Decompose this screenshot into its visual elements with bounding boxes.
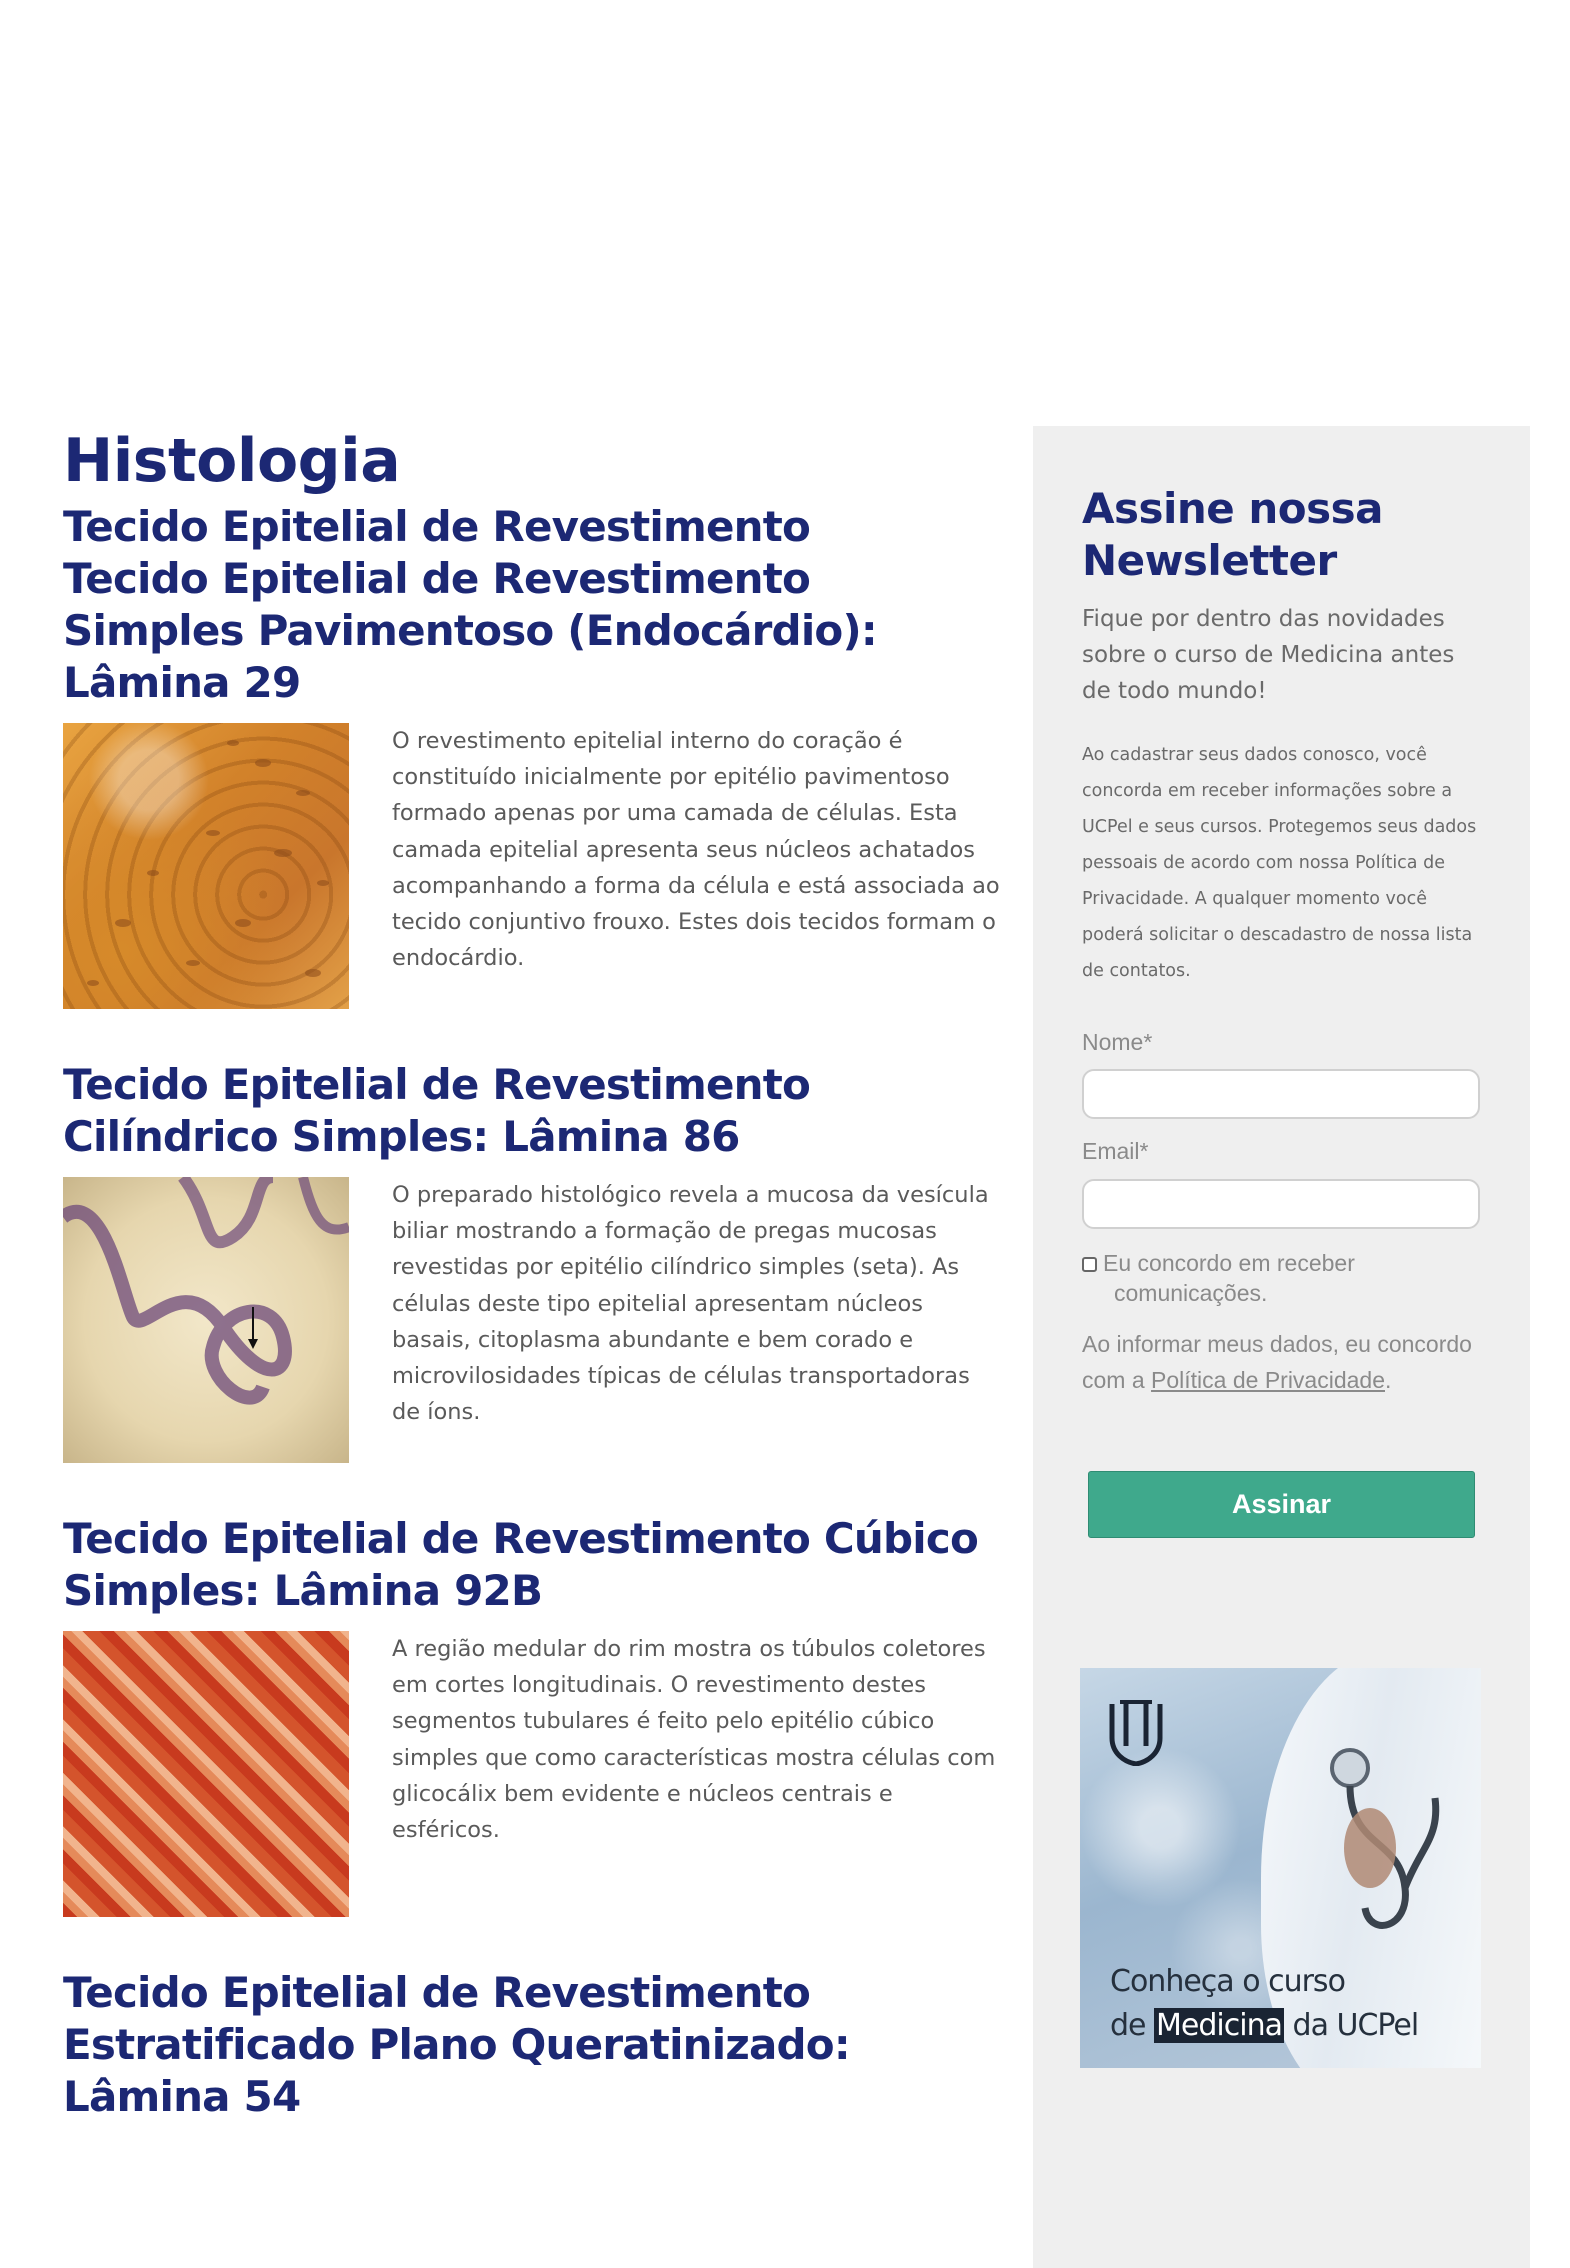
newsletter-title: Assine nossa Newsletter [1082, 484, 1384, 585]
banner-line1: Conheça o curso [1110, 1964, 1345, 1999]
consent-label-cont[interactable]: comunicações. [1114, 1280, 1268, 1306]
stethoscope-icon [1310, 1728, 1450, 1948]
privacy-notice [1082, 1326, 1482, 1398]
email-field[interactable] [1082, 1179, 1480, 1229]
medicine-course-banner[interactable] [1080, 1668, 1481, 2068]
newsletter-legal-text: Ao cadastrar seus dados conosco, você concorda em receber informações sobre a UCPel e seus cursos. Protegemos seus dados pessoais de acordo com nossa Política de Privacidade. A qualquer momento você poderá solicitar o descadastro de nossa lista de contatos. [1082, 745, 1477, 981]
privacy-policy-link[interactable]: Política de Privacidade [1151, 1367, 1385, 1393]
tissue-texture [63, 1177, 349, 1463]
slide-29-image[interactable] [63, 723, 349, 1009]
article-text: O preparado histológico revela a mucosa da vesícula biliar mostrando a formação de pregas mucosas revestidas por epitélio cilíndrico simples (seta). As células deste tipo epitelial apresentam núcleos basais, citoplasma abundante e bem corado e microvilosidades típicas de células transportadoras de íons. [392, 1182, 989, 1426]
page-title: Histologia [63, 426, 401, 496]
subscribe-button[interactable]: Assinar [1088, 1471, 1475, 1538]
newsletter-sidebar [1033, 426, 1530, 2268]
slide-86-image[interactable] [63, 1177, 349, 1463]
section-title: Tecido Epitelial de Revestimento [63, 502, 811, 551]
article [63, 553, 1003, 1009]
article [63, 1967, 1003, 2123]
consent-label[interactable]: Eu concordo em receber [1103, 1250, 1355, 1276]
article-title[interactable]: Tecido Epitelial de Revestimento Cúbico Simples: Lâmina 92B [63, 1514, 979, 1615]
main-content [63, 425, 1003, 2123]
article-text: A região medular do rim mostra os túbulos coletores em cortes longitudinais. O revestimento destes segmentos tubulares é feito pelo epitélio cúbico simples que como características mostra células com glicocálix bem evidente e núcleos centrais e esféricos. [392, 1636, 996, 1844]
ucpel-logo-icon [1106, 1698, 1166, 1766]
name-label: Nome* [1082, 1029, 1153, 1055]
banner-text [1110, 1960, 1470, 2048]
name-field[interactable] [1082, 1069, 1480, 1119]
tissue-texture [63, 723, 349, 1009]
consent-checkbox[interactable] [1082, 1257, 1097, 1272]
consent-row [1082, 1248, 1482, 1308]
privacy-suffix: . [1385, 1367, 1392, 1393]
slide-92b-image[interactable] [63, 1631, 349, 1917]
article [63, 1513, 1003, 1917]
article-title[interactable]: Tecido Epitelial de Revestimento Cilíndrico Simples: Lâmina 86 [63, 1060, 811, 1161]
article-title[interactable]: Tecido Epitelial de Revestimento Simples Pavimentoso (Endocárdio): Lâmina 29 [63, 554, 877, 707]
article-title[interactable]: Tecido Epitelial de Revestimento Estratificado Plano Queratinizado: Lâmina 54 [63, 1968, 850, 2121]
banner-line2-suffix: da UCPel [1284, 2008, 1419, 2043]
banner-highlight: Medicina [1156, 2008, 1282, 2043]
article-text: O revestimento epitelial interno do coração é constituído inicialmente por epitélio pavimentoso formado apenas por uma camada de células. Esta camada epitelial apresenta seus núcleos achatados acompanhando a forma da célula e está associada ao tecido conjuntivo frouxo. Estes dois tecidos formam o endocárdio. [392, 728, 1000, 972]
banner-line2 [1110, 2004, 1470, 2048]
email-label: Email* [1082, 1138, 1149, 1164]
banner-line2-prefix: de [1110, 2008, 1155, 2043]
newsletter-subtitle: Fique por dentro das novidades sobre o curso de Medicina antes de todo mundo! [1082, 606, 1455, 704]
article [63, 1059, 1003, 1463]
privacy-prefix: Ao informar meus dados, eu concordo com a [1082, 1331, 1472, 1393]
